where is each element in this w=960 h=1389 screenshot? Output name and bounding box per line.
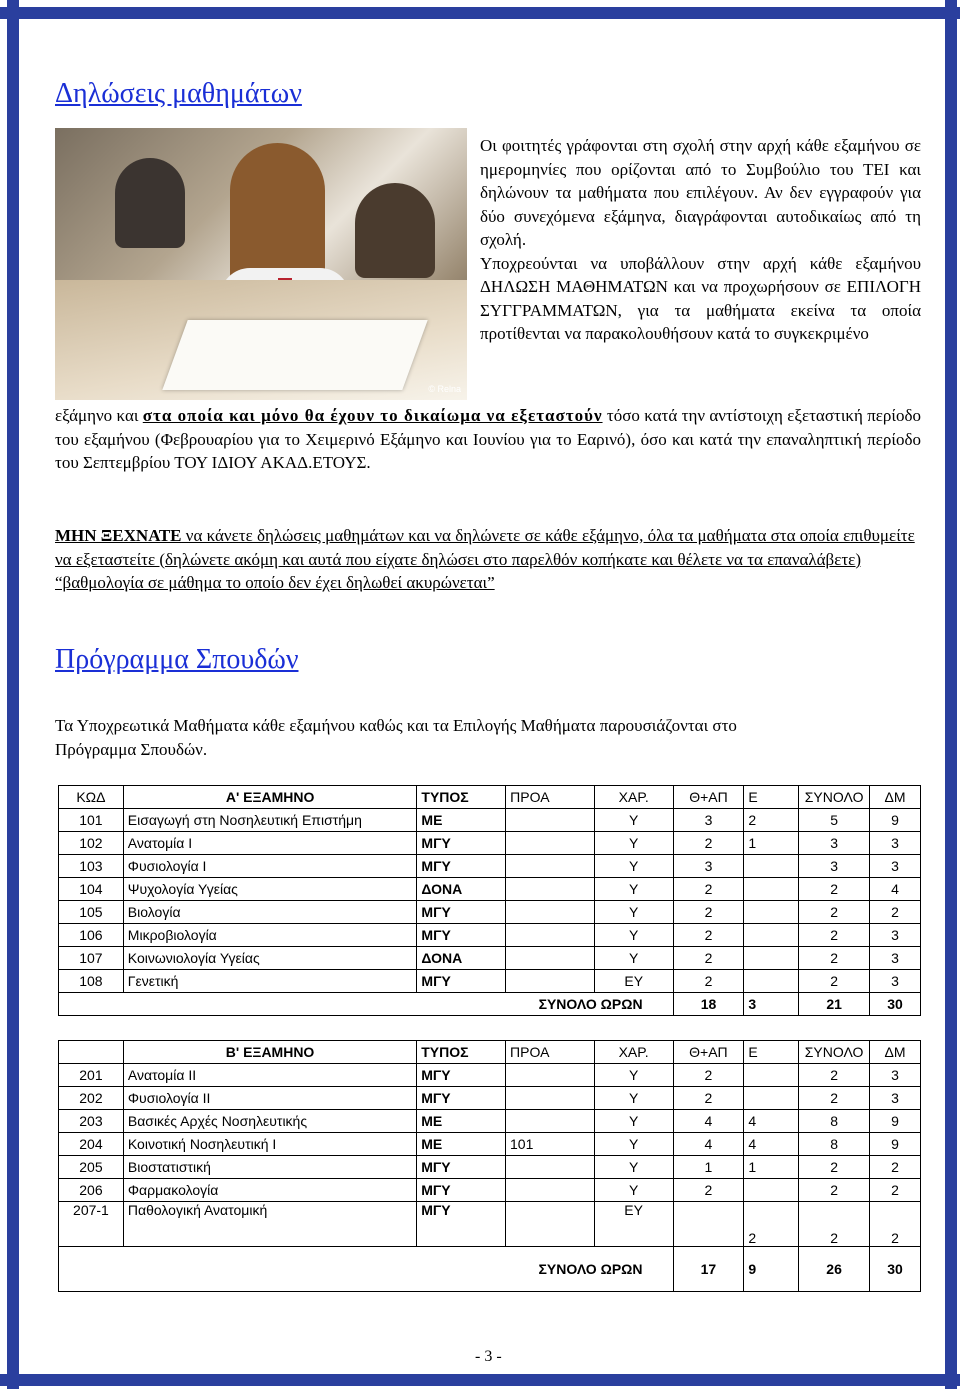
table-cell: 106: [59, 924, 124, 947]
table-cell: 203: [59, 1110, 124, 1133]
table-cell: 3: [870, 1087, 921, 1110]
table-cell: [744, 970, 799, 993]
table-cell: Κοινοτική Νοσηλευτική Ι: [123, 1133, 416, 1156]
table-cell: 103: [59, 855, 124, 878]
table-cell: 2: [673, 878, 744, 901]
table-cell: 2: [799, 970, 870, 993]
table-cell: 2: [673, 924, 744, 947]
table-cell: 2: [799, 1156, 870, 1179]
table-cell: 2: [673, 832, 744, 855]
table-cell: 3: [870, 1064, 921, 1087]
table-cell: [506, 855, 595, 878]
header-cell: Θ+ΑΠ: [673, 786, 744, 809]
table-row: [59, 947, 921, 970]
table-cell: ΜΕ: [417, 1110, 506, 1133]
table-cell: 206: [59, 1179, 124, 1202]
table-cell: 2: [673, 1064, 744, 1087]
exam-rights-emphasis: στα οποία και μόνο θα έχουν το δικαίωμα να εξεταστούν: [142, 406, 603, 425]
table-cell: 3: [870, 947, 921, 970]
table-cell: 3: [870, 970, 921, 993]
table-cell: 3: [799, 855, 870, 878]
table-row: [59, 809, 921, 832]
table-cell: 105: [59, 901, 124, 924]
table-cell: 2: [673, 947, 744, 970]
table-cell: 2: [799, 1064, 870, 1087]
header-cell: [59, 1041, 124, 1064]
table-cell: Μικροβιολογία: [123, 924, 417, 947]
total-cell: 26: [799, 1247, 870, 1292]
table-cell: 2: [673, 1087, 744, 1110]
table-cell: Κοινωνιολογία Υγείας: [123, 947, 417, 970]
table-cell: ΜΕ: [417, 809, 506, 832]
table-cell: Υ: [594, 924, 673, 947]
table-cell: 2: [799, 924, 870, 947]
row-207-value: 2: [830, 1230, 838, 1246]
table-cell: 9: [870, 809, 921, 832]
table-cell: 8: [799, 1133, 870, 1156]
table-cell: 3: [870, 832, 921, 855]
section-title-curriculum: Πρόγραμμα Σπουδών: [55, 644, 299, 675]
table-cell: 1: [744, 1156, 799, 1179]
table-cell: 3: [870, 924, 921, 947]
page-border-top: [0, 0, 960, 22]
header-cell: Ε: [744, 1041, 799, 1064]
row-207-value: 2: [748, 1230, 757, 1246]
table-cell: 104: [59, 878, 124, 901]
header-cell: ΠΡΟΑ: [506, 786, 595, 809]
page-number: - 3 -: [475, 1348, 502, 1365]
table-cell: Φυσιολογία ΙΙ: [123, 1087, 416, 1110]
table-row: [59, 924, 921, 947]
table-cell: Εισαγωγή στη Νοσηλευτική Επιστήμη: [123, 809, 417, 832]
table-row: [59, 1133, 921, 1156]
table-cell: [506, 970, 595, 993]
table-cell: 8: [799, 1110, 870, 1133]
table-cell: [506, 1156, 595, 1179]
table-cell: 2: [799, 878, 870, 901]
total-label: ΣΥΝΟΛΟ ΩΡΩΝ: [59, 993, 674, 1016]
table-cell: 204: [59, 1133, 124, 1156]
table-cell: 205: [59, 1156, 124, 1179]
table-cell: [799, 1202, 870, 1247]
table-cell: ΜΕ: [417, 1133, 506, 1156]
table-cell: Βιολογία: [123, 901, 417, 924]
semester-b-table: [58, 1040, 921, 1292]
table-cell: Φυσιολογία Ι: [123, 855, 417, 878]
table-header-row: [59, 1041, 921, 1064]
table-row: [59, 1179, 921, 1202]
table-row: [59, 1156, 921, 1179]
table-cell: ΜΓΥ: [417, 855, 506, 878]
header-cell: Α' ΕΞΑΜΗΝΟ: [123, 786, 417, 809]
total-row: [59, 993, 921, 1016]
table-cell: [744, 1179, 799, 1202]
table-cell: ΜΓΥ: [417, 1087, 506, 1110]
table-row: [59, 878, 921, 901]
table-cell: [673, 1202, 744, 1247]
table-cell: 101: [59, 809, 124, 832]
page-border-right: [938, 0, 960, 1389]
header-cell: ΤΥΠΟΣ: [417, 786, 506, 809]
header-cell: Θ+ΑΠ: [673, 1041, 744, 1064]
header-cell: ΔΜ: [870, 786, 921, 809]
table-row: [59, 1110, 921, 1133]
table-cell: 102: [59, 832, 124, 855]
table-cell: [744, 855, 799, 878]
table-cell: [744, 901, 799, 924]
table-cell: 3: [673, 855, 744, 878]
table-cell: [506, 901, 595, 924]
table-row: [59, 832, 921, 855]
table-cell: 4: [870, 878, 921, 901]
table-cell: 4: [744, 1110, 799, 1133]
table-cell: 2: [799, 947, 870, 970]
total-row: [59, 1247, 921, 1292]
table-cell: [506, 924, 595, 947]
reminder-quote: “βαθμολογία σε μάθημα το οποίο δεν έχει δηλωθεί ακυρώνεται”: [55, 573, 495, 592]
table-cell: Ανατομία Ι: [123, 832, 417, 855]
table-cell: 2: [799, 1179, 870, 1202]
table-cell: Βιοστατιστική: [123, 1156, 416, 1179]
table-cell: ΔΟΝΑ: [417, 947, 506, 970]
total-cell: 18: [673, 993, 744, 1016]
table-cell: Γενετική: [123, 970, 417, 993]
total-cell: 21: [799, 993, 870, 1016]
table-cell: [506, 1087, 595, 1110]
table-cell: [506, 1179, 595, 1202]
table-cell: 9: [870, 1110, 921, 1133]
table-cell: ΕΥ: [594, 1202, 673, 1247]
students-photo: [55, 128, 467, 400]
table-cell: Υ: [594, 1064, 673, 1087]
total-label: ΣΥΝΟΛΟ ΩΡΩΝ: [59, 1247, 674, 1292]
table-cell: 3: [870, 855, 921, 878]
table-cell: 2: [744, 809, 799, 832]
table-cell: 2: [799, 901, 870, 924]
table-cell: ΜΓΥ: [417, 1156, 506, 1179]
table-cell: 3: [799, 832, 870, 855]
table-cell: ΜΓΥ: [417, 924, 506, 947]
table-cell: [506, 1110, 595, 1133]
header-cell: ΣΥΝΟΛΟ: [799, 786, 870, 809]
table-cell: 4: [673, 1110, 744, 1133]
table-cell: 9: [870, 1133, 921, 1156]
table-cell: 2: [673, 1179, 744, 1202]
paragraph-obligations: Υποχρεούνται να υποβάλλουν στην αρχή κάθε εξαμήνου ΔΗΛΩΣΗ ΜΑΘΗΜΑΤΩΝ και να προχωρήσουν σε ΕΠΙΛΟΓΗ ΣΥΓΓΡΑΜΜΑΤΩΝ, για τα μαθήματα εκείνα τα οποία προτίθενται να παρακολουθήσουν κατά το συγκεκριμένο: [480, 253, 921, 343]
table-cell: Υ: [594, 1133, 673, 1156]
table-cell: ΜΓΥ: [417, 1064, 506, 1087]
table-cell: Υ: [594, 1087, 673, 1110]
total-cell: 3: [744, 993, 799, 1016]
table-cell: [744, 1064, 799, 1087]
table-cell: 2: [799, 1087, 870, 1110]
table-cell: Υ: [594, 855, 673, 878]
section-title-course-declarations: Δηλώσεις μαθημάτων: [55, 78, 302, 109]
table-cell: Υ: [594, 1110, 673, 1133]
table-cell: 101: [506, 1133, 595, 1156]
table-cell: Υ: [594, 1156, 673, 1179]
reminder-heading: ΜΗΝ ΞΕΧΝΑΤΕ: [55, 526, 182, 545]
table-cell: Υ: [594, 809, 673, 832]
table-header-row: [59, 786, 921, 809]
table-cell: Υ: [594, 832, 673, 855]
table-cell: ΔΟΝΑ: [417, 878, 506, 901]
table-cell: [744, 947, 799, 970]
table-row: [59, 1087, 921, 1110]
table-cell: [506, 1064, 595, 1087]
table-cell: 4: [673, 1133, 744, 1156]
header-cell: ΧΑΡ.: [594, 786, 673, 809]
table-cell: 3: [673, 809, 744, 832]
table-row: [59, 1202, 921, 1247]
header-cell: Β' ΕΞΑΜΗΝΟ: [123, 1041, 416, 1064]
table-cell: [744, 1087, 799, 1110]
table-cell: [744, 878, 799, 901]
table-cell: 2: [870, 1156, 921, 1179]
table-cell: 201: [59, 1064, 124, 1087]
table-cell: 107: [59, 947, 124, 970]
photo-credit: © Relna: [428, 384, 461, 394]
total-cell: 30: [870, 993, 921, 1016]
table-cell: Φαρμακολογία: [123, 1179, 416, 1202]
reminder-paragraph: ΜΗΝ ΞΕΧΝΑΤΕ να κάνετε δηλώσεις μαθημάτων και να δηλώνετε σε κάθε εξάμηνο, όλα τα μαθήματα στα οποία επιθυμείτε να εξεταστείτε (δηλώνετε ακόμη και αυτά που είχατε δηλώσει στο παρελθόν κοπήκατε και θέλετε να τα επαναλάβετε) “βαθμολογία σε μάθημα το οποίο δεν έχει δηλωθεί ακυρώνεται”: [55, 526, 915, 592]
table-cell: 202: [59, 1087, 124, 1110]
table-cell: [870, 1202, 921, 1247]
table-cell: Βασικές Αρχές Νοσηλευτικής: [123, 1110, 416, 1133]
total-cell: 17: [673, 1247, 744, 1292]
row-207-value: 2: [891, 1230, 899, 1246]
table-row: [59, 1064, 921, 1087]
table-cell: Υ: [594, 901, 673, 924]
header-cell: ΧΑΡ.: [594, 1041, 673, 1064]
table-cell: 1: [673, 1156, 744, 1179]
table-cell: 2: [870, 1179, 921, 1202]
table-cell: 1: [744, 832, 799, 855]
table-cell: ΕΥ: [594, 970, 673, 993]
table-row: [59, 855, 921, 878]
header-cell: ΚΩΔ: [59, 786, 124, 809]
table-cell: [744, 1202, 799, 1247]
header-cell: ΠΡΟΑ: [506, 1041, 595, 1064]
table-cell: [506, 832, 595, 855]
header-cell: ΤΥΠΟΣ: [417, 1041, 506, 1064]
table-cell: [506, 1202, 595, 1247]
table-row: [59, 901, 921, 924]
total-cell: 9: [744, 1247, 799, 1292]
curriculum-intro: Τα Υποχρεωτικά Μαθήματα κάθε εξαμήνου καθώς και τα Επιλογής Μαθήματα παρουσιάζονται στο Πρόγραμμα Σπουδών.: [55, 716, 737, 759]
page-border-bottom: [0, 1367, 960, 1389]
table-row: [59, 970, 921, 993]
header-cell: ΔΜ: [870, 1041, 921, 1064]
semester-a-table: [58, 785, 921, 1016]
table-cell: 2: [673, 901, 744, 924]
table-cell: ΜΓΥ: [417, 832, 506, 855]
table-cell: [744, 924, 799, 947]
table-cell: 5: [799, 809, 870, 832]
table-cell: Ανατομία ΙΙ: [123, 1064, 416, 1087]
paragraph-registration: Οι φοιτητές γράφονται στη σχολή στην αρχή κάθε εξαμήνου σε ημερομηνίες που ορίζονται από το Συμβούλιο του ΤΕΙ και δηλώνουν τα μαθήματα που επιλέγουν. Αν δεν εγγραφούν για δύο συνεχόμενα εξάμηνα, διαγράφονται αυτοδικαίως από τη σχολή.: [480, 136, 921, 249]
table-cell: Υ: [594, 878, 673, 901]
table-cell: Ψυχολογία Υγείας: [123, 878, 417, 901]
table-cell: ΜΓΥ: [417, 901, 506, 924]
table-cell: [506, 878, 595, 901]
page-border-left: [0, 0, 22, 1389]
table-cell: Υ: [594, 947, 673, 970]
table-cell: 4: [744, 1133, 799, 1156]
table-cell: 207-1: [59, 1202, 124, 1247]
table-cell: ΜΓΥ: [417, 970, 506, 993]
table-cell: ΜΓΥ: [417, 1202, 506, 1247]
total-cell: 30: [870, 1247, 921, 1292]
table-cell: 2: [870, 901, 921, 924]
side-paragraphs: [480, 134, 921, 346]
table-cell: [506, 809, 595, 832]
paragraph-exam-rights: εξάμηνο και στα οποία και μόνο θα έχουν το δικαίωμα να εξεταστούν τόσο κατά την αντίστοιχη εξεταστική περίοδο του εξαμήνου (Φεβρουαρίου για το Χειμερινό Εξάμηνο και Ιουνίου για το Εαρινό), όσο και κατά την επαναληπτική περίοδο του Σεπτεμβρίου ΤΟΥ ΙΔΙΟΥ ΑΚΑΔ.ΕΤΟΥΣ.: [55, 406, 921, 472]
table-cell: Παθολογική Ανατομική: [123, 1202, 416, 1247]
table-cell: 2: [673, 970, 744, 993]
table-cell: [506, 947, 595, 970]
table-cell: ΜΓΥ: [417, 1179, 506, 1202]
header-cell: ΣΥΝΟΛΟ: [799, 1041, 870, 1064]
table-cell: Υ: [594, 1179, 673, 1202]
table-cell: 108: [59, 970, 124, 993]
header-cell: Ε: [744, 786, 799, 809]
